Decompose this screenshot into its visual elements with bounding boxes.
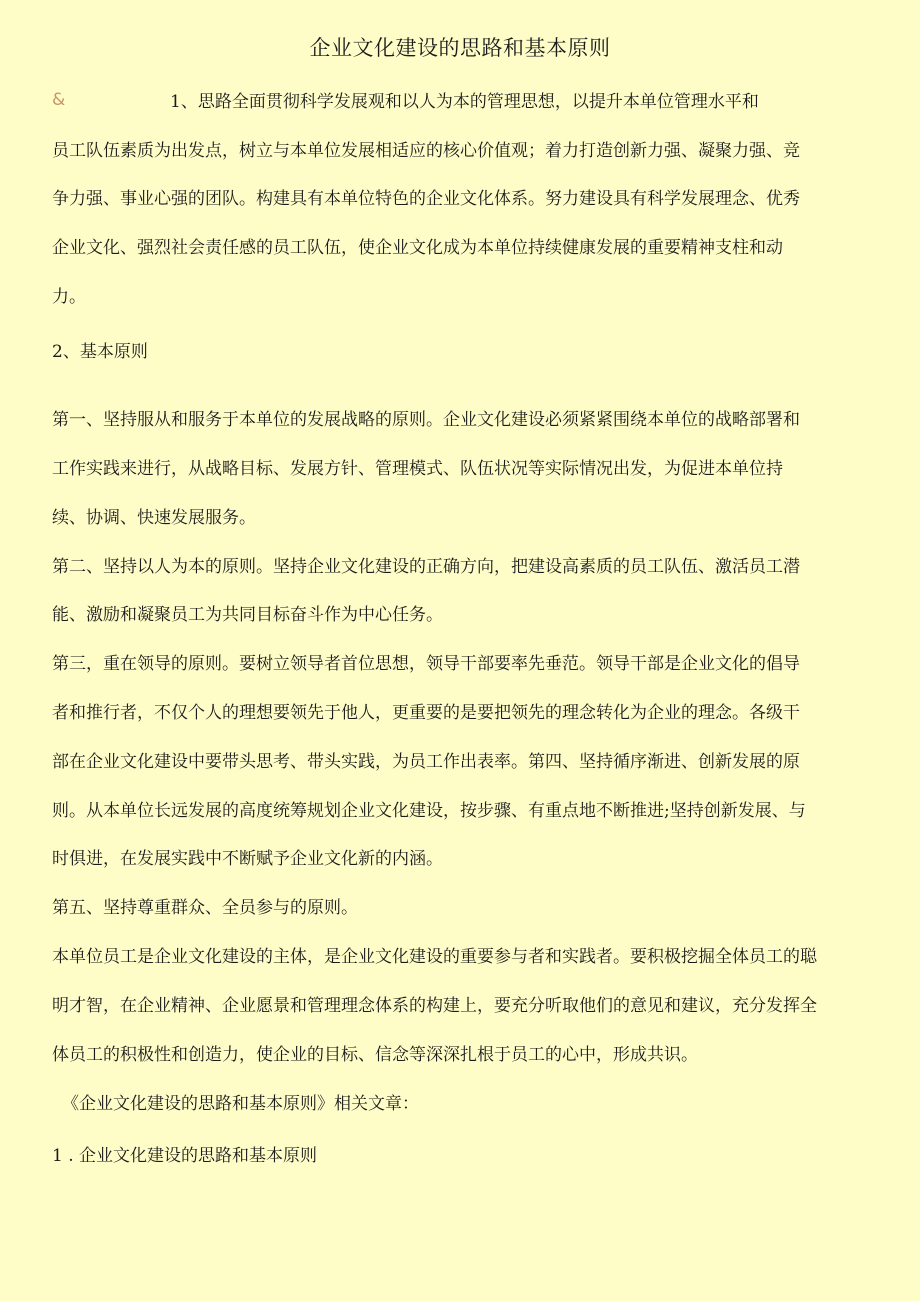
bullet-symbol: & [52, 90, 66, 110]
paragraph-line: 续、协调、快速发展服务。 [52, 508, 256, 528]
paragraph-line: 者和推行者，不仅个人的理想要领先于他人，更重要的是要把领先的理念转化为企业的理念。各级干 [52, 703, 800, 723]
paragraph-line: 部在企业文化建设中要带头思考、带头实践，为员工作出表率。第四、坚持循序渐进、创新发展的原 [52, 752, 800, 772]
related-article-link[interactable]: 1 . 企业文化建设的思路和基本原则 [52, 1146, 318, 1166]
section-heading: 2、基本原则 [52, 342, 148, 362]
paragraph-line: 体员工的积极性和创造力，使企业的目标、信念等深深扎根于员工的心中，形成共识。 [52, 1045, 698, 1065]
paragraph-line: 第二、坚持以人为本的原则。坚持企业文化建设的正确方向，把建设高素质的员工队伍、激活员工潜 [52, 557, 800, 577]
paragraph-line: 第三，重在领导的原则。要树立领导者首位思想，领导干部要率先垂范。领导干部是企业文化的倡导 [52, 654, 800, 674]
paragraph-line: 争力强、事业心强的团队。构建具有本单位特色的企业文化体系。努力建设具有科学发展理念、优秀 [52, 189, 800, 209]
paragraph-line: 企业文化、强烈社会责任感的员工队伍，使企业文化成为本单位持续健康发展的重要精神支柱和动 [52, 238, 783, 258]
paragraph-line: 能、激励和凝聚员工为共同目标奋斗作为中心任务。 [52, 605, 443, 625]
paragraph-line: 则。从本单位长远发展的高度统筹规划企业文化建设，按步骤、有重点地不断推进;坚持创新发展、与 [52, 801, 806, 821]
paragraph-line: 工作实践来进行，从战略目标、发展方针、管理模式、队伍状况等实际情况出发，为促进本单位持 [52, 459, 783, 479]
document-title: 企业文化建设的思路和基本原则 [309, 36, 611, 60]
paragraph-line: 第五、坚持尊重群众、全员参与的原则。 [52, 898, 358, 918]
paragraph-line: 员工队伍素质为出发点，树立与本单位发展相适应的核心价值观；着力打造创新力强、凝聚力强、竞 [52, 141, 800, 161]
related-articles-heading: 《企业文化建设的思路和基本原则》相关文章： [62, 1094, 419, 1114]
paragraph-line: 1、思路全面贯彻科学发展观和以人为本的管理思想，以提升本单位管理水平和 [170, 92, 759, 112]
paragraph-line: 本单位员工是企业文化建设的主体，是企业文化建设的重要参与者和实践者。要积极挖掘全体员工的聪 [52, 947, 817, 967]
paragraph-line: 时俱进，在发展实践中不断赋予企业文化新的内涵。 [52, 849, 443, 869]
paragraph-line: 力。 [52, 287, 86, 307]
paragraph-line: 第一、坚持服从和服务于本单位的发展战略的原则。企业文化建设必须紧紧围绕本单位的战略部署和 [52, 410, 800, 430]
paragraph-line: 明才智，在企业精神、企业愿景和管理理念体系的构建上，要充分听取他们的意见和建议，充分发挥全 [52, 996, 817, 1016]
